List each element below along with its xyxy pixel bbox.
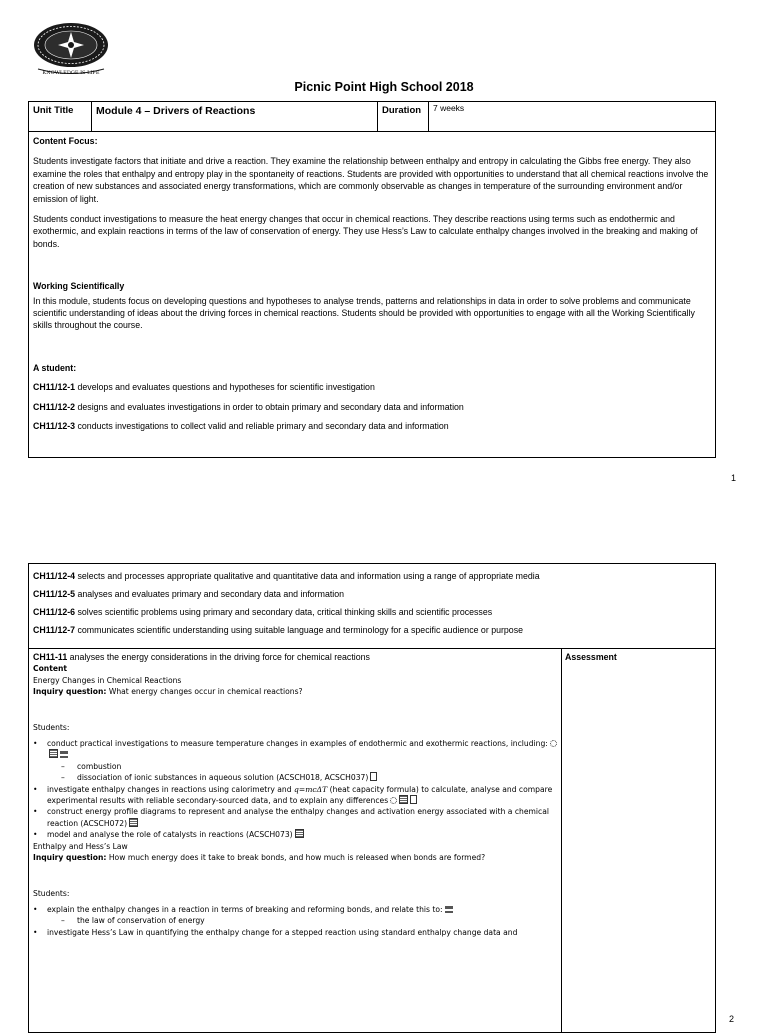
content-focus-paragraph-2: Students conduct investigations to measure the heat energy changes that occur in chemical reactions. They describe reactions using terms such as endothermic and exothermic, and explain reactions in terms of the law of conservation of energy. They use Hess’s Law to calculate enthalpy changes involved in the breaking and making of bonds. bbox=[33, 214, 698, 249]
outcome-ch11-12-4: CH11/12-4 selects and processes appropriate qualitative and quantitative data and information using a range of appropriate media bbox=[33, 571, 540, 581]
list-item: • conduct practical investigations to measure temperature changes in examples of endothermic and exothermic reactions, including: – combustion – dissociation of ionic substances in aqueous solution (ACSCH018, ACSCH037) bbox=[33, 738, 557, 784]
critical-thinking-icon bbox=[550, 740, 557, 747]
literacy-icon bbox=[49, 749, 58, 758]
outcomes-list bbox=[33, 570, 713, 642]
numeracy-icon bbox=[410, 795, 417, 804]
outcome-ch11-12-5: CH11/12-5 analyses and evaluates primary and secondary data and information bbox=[33, 588, 345, 599]
school-logo bbox=[30, 20, 112, 78]
inquiry-question-1: Inquiry question: What energy changes occur in chemical reactions? bbox=[33, 687, 303, 697]
page-number-2: 2 bbox=[729, 1014, 735, 1024]
list-item: • investigate enthalpy changes in reactions using calorimetry and q=mcΔT (heat capacity formula) to calculate, analyse and compare experimental results with reliable secondary-sourced data, and to explain any differences bbox=[33, 784, 557, 807]
content-label: Content bbox=[33, 664, 68, 674]
ethics-icon bbox=[445, 906, 453, 913]
ethics-icon bbox=[60, 751, 68, 758]
critical-thinking-icon bbox=[390, 797, 397, 804]
working-scientifically-heading: Working Scientifically bbox=[33, 281, 125, 292]
module-content-table bbox=[28, 563, 716, 1033]
unit-title-value: Module 4 – Drivers of Reactions bbox=[96, 105, 256, 117]
outcome-ch11-12-3: CH11/12-3 conducts investigations to collect valid and reliable primary and secondary data and information bbox=[33, 421, 449, 432]
literacy-icon bbox=[399, 795, 408, 804]
a-student-heading: A student: bbox=[33, 362, 77, 373]
logo-motto: KNOWLEDGE IS LIFE bbox=[42, 70, 100, 76]
content-focus-section bbox=[33, 135, 713, 433]
content-column bbox=[33, 652, 557, 938]
section-title-energy-changes: Energy Changes in Chemical Reactions bbox=[33, 675, 182, 685]
school-title: Picnic Point High School 2018 bbox=[294, 80, 474, 94]
literacy-icon bbox=[295, 829, 304, 838]
unit-overview-table bbox=[28, 101, 716, 458]
students-label-1: Students: bbox=[33, 722, 70, 732]
outcome-ch11-12-1: CH11/12-1 develops and evaluates questions and hypotheses for scientific investigation bbox=[33, 382, 375, 393]
list-item: • construct energy profile diagrams to represent and analyse the enthalpy changes and activation energy associated with a chemical reaction (ACSCH072) bbox=[33, 806, 557, 829]
section-title-hess-law: Enthalpy and Hess’s Law bbox=[33, 841, 128, 851]
outcome-ch11-12-2: CH11/12-2 designs and evaluates investigations in order to obtain primary and secondary data and information bbox=[33, 401, 464, 412]
students-label-2: Students: bbox=[33, 888, 70, 898]
list-item: • model and analyse the role of catalysts in reactions (ACSCH073) bbox=[33, 829, 557, 840]
assessment-column-header: Assessment bbox=[565, 652, 617, 662]
numeracy-icon bbox=[370, 772, 377, 781]
duration-value: 7 weeks bbox=[433, 103, 465, 113]
duration-label: Duration bbox=[382, 105, 422, 116]
list-item: • explain the enthalpy changes in a reaction in terms of breaking and reforming bonds, and relate this to: – the law of conservation of energy bbox=[33, 904, 557, 927]
inquiry-question-2: Inquiry question: How much energy does it take to break bonds, and how much is released when bonds are formed? bbox=[33, 853, 486, 863]
unit-header-row bbox=[29, 102, 715, 132]
outcome-ch11-12-6: CH11/12-6 solves scientific problems using primary and secondary data, critical thinking skills and scientific processes bbox=[33, 606, 493, 617]
students-list-1 bbox=[33, 738, 557, 841]
list-item: – the law of conservation of energy bbox=[47, 915, 557, 926]
heat-capacity-formula: q=mcΔT bbox=[293, 784, 328, 794]
list-item: • investigate Hess’s Law in quantifying the enthalpy change for a stepped reaction using standard enthalpy change data and bbox=[33, 927, 557, 938]
unit-title-label: Unit Title bbox=[33, 105, 74, 116]
literacy-icon bbox=[129, 818, 138, 827]
list-item: – combustion bbox=[47, 761, 557, 772]
list-item: – dissociation of ionic substances in aqueous solution (ACSCH018, ACSCH037) bbox=[47, 772, 557, 783]
working-scientifically-paragraph: In this module, students focus on developing questions and hypotheses to analyse trends, patterns and relationships in data in order to solve problems and communicate scientific understanding of ideas about the driving forces in chemical reactions. Students should be provided with opportunities to engage with all the Working Scientifically skills throughout the course. bbox=[33, 295, 695, 331]
outcome-ch11-12-7: CH11/12-7 communicates scientific understanding using suitable language and terminology for a specific audience or purpose bbox=[33, 624, 523, 635]
content-focus-heading: Content Focus: bbox=[33, 136, 98, 146]
page-number-1: 1 bbox=[731, 473, 737, 483]
content-focus-paragraph-1: Students investigate factors that initiate and drive a reaction. They examine the relationship between enthalpy and entropy in calculating the Gibbs free energy. They also examine the roles that enthalpy and entropy play in the spontaneity of reactions. Students are provided with opportunities to understand that all chemical reactions involve the creation of new substances and associated energy transformations, which are commonly observable as changes in temperature of the surrounding environment and/or emission of light. bbox=[33, 156, 709, 204]
ch11-11-outcome: CH11-11 analyses the energy considerations in the driving force for chemical reactions bbox=[33, 652, 370, 662]
students-list-2 bbox=[33, 904, 557, 938]
